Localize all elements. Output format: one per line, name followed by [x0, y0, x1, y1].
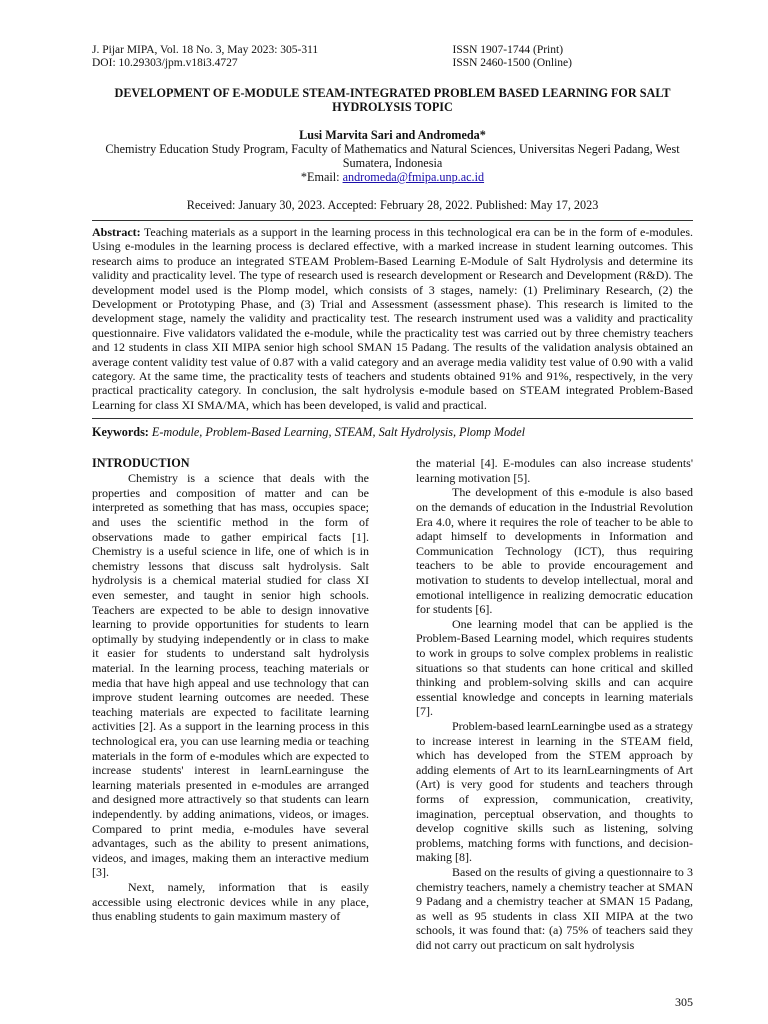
abstract-label: Abstract: [92, 225, 141, 239]
affiliation: Chemistry Education Study Program, Faculty of Mathematics and Natural Sciences, Universitas Negeri Padang, West Sumatera, Indonesia [105, 142, 680, 170]
email-link[interactable]: andromeda@fmipa.unp.ac.id [342, 170, 485, 184]
paragraph: Next, namely, information that is easily accessible using electronic devices while in any place, thus enabling students to gain maximum mastery of [92, 879, 369, 924]
journal-citation: J. Pijar MIPA, Vol. 18 No. 3, May 2023: 305-311 [92, 44, 319, 56]
abstract [92, 220, 693, 419]
running-header [92, 44, 693, 70]
authors: Lusi Marvita Sari and Andromeda* [299, 128, 486, 142]
paragraph-continuation: the material [4]. E-modules can also increase students' learning motivation [5]. [416, 456, 693, 485]
section-heading-introduction: INTRODUCTION [92, 456, 190, 471]
doi: DOI: 10.29303/jpm.v18i3.4727 [92, 57, 238, 69]
issn-print: ISSN 1907-1744 (Print) [452, 44, 564, 56]
right-column [416, 456, 693, 952]
keywords-list: E-module, Problem-Based Learning, STEAM, Salt Hydrolysis, Plomp Model [148, 425, 526, 440]
body-columns [92, 456, 693, 952]
keywords [92, 425, 693, 439]
paragraph: Based on the results of giving a questionnaire to 3 chemistry teachers, namely a chemistry teacher at SMAN 9 Padang and a chemistry teacher at SMAN 15 Padang, as well as 95 students in class XII MIPA at the two schools, it was found that: (a) 75% of teachers said they did not carry out practicum on salt hydrolysis [416, 864, 693, 952]
page-number: 305 [675, 995, 693, 1009]
abstract-text: Teaching materials as a support in the learning process in this technological era can be in the form of e-modules. Using e-modules in the learning process is declared effective, with a marked increase in student learning outcomes. This research aims to produce an integrated STEAM Problem-Based Learning E-Module of Salt Hydrolysis and determine its validity and practicality level. The type of research used is research development or Research and Development (R&D). The development model used is the Plomp model, which consists of 3 stages, namely: (1) Preliminary Research, (2) the Development or Prototyping Phase, and (3) Trial and Assessment (assessment phase). This research is limited to the development stage, namely the validity and practicality test. The research instrument used was a validity and practicality questionnaire. Five validators validated the e-module, while the practicality test was carried out by three chemistry teachers and 12 students in class XII MIPA senior high school SMAN 15 Padang. The results of the validation analysis obtained an average content validity test value of 0.87 with a valid category and an average media validity test value of 0.90 with a valid category. At the same time, the practicality tests of teachers and students obtained 91% and 91%, respectively, in the very practical practicality category. In conclusion, the salt hydrolysis e-module based on STEAM integrated Problem-Based Learning for class XI SMA/MA, which has been developed, is valid and practical. [92, 225, 693, 412]
keywords-label: Keywords: [92, 425, 149, 440]
issn-online: ISSN 2460-1500 (Online) [452, 57, 572, 69]
paragraph: The development of this e-module is also based on the demands of education in the Industrial Revolution Era 4.0, where it requires the role of teacher to be able to adapt himself to developments in Information and Communication Technology (ICT), thus requiring teachers to be able to provide encouragement and motivation to students to develop intellectual, moral and emotional intelligence in realizing democratic education for students [6]. [416, 485, 693, 617]
paragraph: Chemistry is a science that deals with the properties and composition of matter and can be interpreted as something that has mass, occupies space; and uses the scientific method in the form of observations made to gather empirical facts [1]. Chemistry is a useful science in life, one of which is in chemistry lessons that discuss salt hydrolysis. Salt hydrolysis is a chemical material studied for class XI even semester, and taught in senior high schools. Teachers are expected to be able to design innovative learning to provide opportunities for students to learn optimally by studying independently or in class to make it easier for students to understand salt hydrolysis material. In the learning process, teaching materials or media that have high appeal and use technology that can improve student learning outcomes are needed. These teaching materials are expected to facilitate learning activities [2]. As a support in the learning process in this technological era, you can use learning media or teaching materials in the form of e-modules which are expected to increase students' interest in learnLearninguse the learning materials presented in e-modules are arranged and designed more attractively so that students can learn independently. by adding animations, videos, or images. Compared to print media, e-modules have several advantages, such as the ability to present animations, videos, and images, making them an interactive medium [3]. [92, 471, 369, 880]
left-column [92, 456, 369, 952]
header-right [393, 44, 694, 70]
publication-dates: Received: January 30, 2023. Accepted: February 28, 2022. Published: May 17, 2023 [186, 198, 599, 212]
email-label: *Email: [300, 170, 343, 184]
paragraph: One learning model that can be applied is the Problem-Based Learning model, which requires students to work in groups to solve complex problems in realistic situations so that students can hone critical and skilled thinking and problem-solving skills and can acquire essential knowledge and concepts in learning materials [7]. [416, 616, 693, 719]
paragraph: Problem-based learnLearningbe used as a strategy to increase interest in learning in the STEAM field, which has developed from the STEM approach by adding elements of Art to its learnLearningments of Art (Art) is very good for students and teachers through forms of expression, communication, creativity, imagination, perceptual observation, and thoughts to develop cognitive skills such as listening, solving problems, matching forms with functions, and decision-making [8]. [416, 718, 693, 865]
email-line [92, 170, 693, 184]
header-left [92, 44, 393, 70]
paper-title: DEVELOPMENT OF E-MODULE STEAM-INTEGRATED PROBLEM BASED LEARNING FOR SALT HYDROLYSIS TOPIC [114, 86, 671, 114]
